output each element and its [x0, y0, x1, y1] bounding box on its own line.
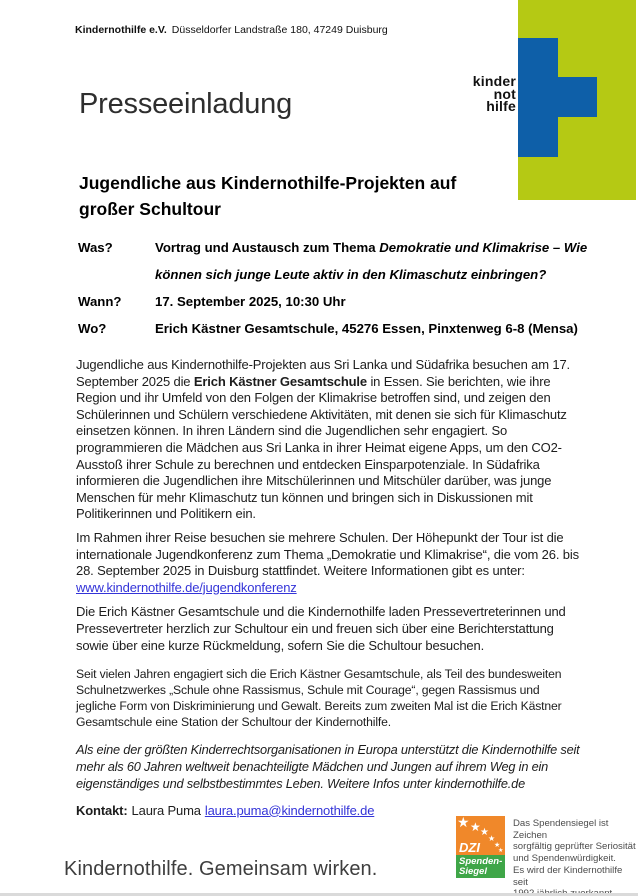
knh-cross-icon	[518, 38, 558, 157]
contact-name: Laura Puma	[131, 802, 201, 818]
dzi-seal-line1: Spenden-	[459, 856, 503, 867]
fact-label-was: Was?	[78, 240, 113, 255]
doc-type-heading: Presseeinladung	[79, 88, 293, 120]
paragraph-conference	[76, 530, 581, 596]
fact-row-was	[78, 234, 593, 288]
p1-before: Jugendliche aus Kindernothilfe-Projekten aus Sri Lanka und Südafrika besuchen am 17. September 2025 die	[76, 357, 571, 389]
jugendkonferenz-link[interactable]: www.kindernothilfe.de/jugendkonferenz	[76, 579, 297, 595]
fact-row-wo	[78, 315, 593, 342]
dzi-star-icon: ★	[494, 842, 501, 849]
fact-row-wann	[78, 288, 593, 315]
dzi-star-icon: ★	[488, 834, 496, 843]
dzi-star-icon: ★	[498, 848, 504, 854]
paragraph-school-background: Seit vielen Jahren engagiert sich die Erich Kästner Gesamtschule, als Teil des bundesweiten Schulnetzwerkes „Schule ohne Rassismus, Schule mit Courage“, gegen Rassismus und jegliche Form von Diskriminierung und Gewalt. Bereits zum zweiten Mal ist die Erich Kästner Gesamtschule eine Station der Schultour der Kindernothilfe.	[76, 667, 562, 729]
dzi-text-line: und Spendenwürdigkeit.	[513, 853, 616, 865]
sender-org: Kindernothilfe e.V.	[75, 24, 167, 36]
paragraph-intro	[76, 357, 581, 523]
logo-word-not: not	[493, 85, 516, 102]
knh-logo-wordmark	[473, 75, 516, 113]
dzi-seal-line2: Siegel	[459, 866, 487, 877]
fact-was-regular: Vortrag und Austausch zum Thema	[155, 240, 380, 255]
dzi-seal-top	[456, 816, 505, 855]
footer-slogan: Kindernothilfe. Gemeinsam wirken.	[64, 858, 378, 880]
fact-value-wann: 17. September 2025, 10:30 Uhr	[155, 294, 346, 309]
dzi-seal-bottom	[456, 855, 505, 878]
p1-after: in Essen. Sie berichten, wie ihre Region und ihr Umfeld von den Folgen der Klimakrise betroffen sind, und zeigen den Schülerinnen und Schülern verschiedene Aktivitäten, mit denen sie sich für Klimaschutz einsetzen können. In ihren Ländern sind die Jugendlichen sehr engagiert. So programmieren die Mädchen aus Sri Lanka in ihrer Heimat eigene Apps, um den CO2-Ausstoß ihrer Schule zu berechnen und entdecken Einsparpotenziale. In Südafrika informieren die Jugendlichen ihre Mitschülerinnen und Mitschüler darüber, was junge Menschen für mehr Klimaschutz tun können und bringen sich in Diskussionen mit Politikerinnen und Politikern ein.	[76, 373, 567, 522]
dzi-abbr: DZI	[459, 840, 480, 855]
dzi-text-line: sorgfältig geprüfter Seriosität	[513, 841, 636, 853]
p1-school-bold: Erich Kästner Gesamtschule	[193, 373, 367, 389]
dzi-seal-badge	[456, 816, 505, 878]
logo-word-hilfe: hilfe	[486, 98, 516, 114]
dzi-star-icon: ★	[457, 816, 470, 830]
contact-email-link[interactable]: laura.puma@kindernothilfe.de	[204, 802, 375, 818]
fact-label-wann: Wann?	[78, 294, 122, 309]
knh-cross-arm-icon	[558, 77, 597, 117]
paragraph-boilerplate: Als eine der größten Kinderrechtsorganisationen in Europa unterstützt die Kindernothilfe seit mehr als 60 Jahren weltweit benachteiligte Mädchen und Jungen auf ihrem Weg in ein eigenständiges und selbstbestimmtes Leben. Weitere Infos unter kindernothilfe.de	[76, 741, 580, 791]
logo-word-kinder: kinder	[472, 73, 516, 89]
dzi-text-line: Das Spendensiegel ist Zeichen	[513, 818, 609, 841]
dzi-star-icon: ★	[480, 827, 489, 838]
paragraph-press-invite: Die Erich Kästner Gesamtschule und die Kindernothilfe laden Pressevertreterinnen und Pressevertreter herzlich zur Schultour ein und freuen sich über eine Berichterstattung sowie über eine kurze Rückmeldung, sofern Sie die Schultour besuchen.	[76, 604, 566, 653]
contact-label: Kontakt:	[76, 802, 128, 818]
fact-label-wo: Wo?	[78, 321, 107, 336]
fact-value-was	[155, 234, 593, 288]
fact-value-wo: Erich Kästner Gesamtschule, 45276 Essen, Pinxtenweg 6-8 (Mensa)	[155, 321, 578, 336]
p2-text: Im Rahmen ihrer Reise besuchen sie mehrere Schulen. Der Höhepunkt der Tour ist die internationale Jugendkonferenz zum Thema „Demokratie und Klimakrise“, die vom 26. bis 28. September 2025 in Duisburg stattfindet. Weitere Informationen gibt es unter:	[76, 529, 579, 579]
facts-table	[78, 234, 593, 342]
dzi-star-icon: ★	[470, 820, 481, 834]
body-copy	[76, 357, 581, 819]
press-title: Jugendliche aus Kindernothilfe-Projekten auf großer Schultour	[79, 173, 457, 219]
sender-line	[75, 24, 388, 36]
dzi-seal-description	[513, 818, 638, 896]
contact-line	[76, 803, 581, 820]
dzi-text-line: Es wird der Kindernothilfe seit	[513, 864, 623, 888]
fact-was-italic: Demokratie und Klimakrise – Wie können sich junge Leute aktiv in den Klimaschutz einbringen?	[155, 240, 588, 282]
sender-address: Düsseldorfer Landstraße 180, 47249 Duisburg	[171, 24, 388, 36]
